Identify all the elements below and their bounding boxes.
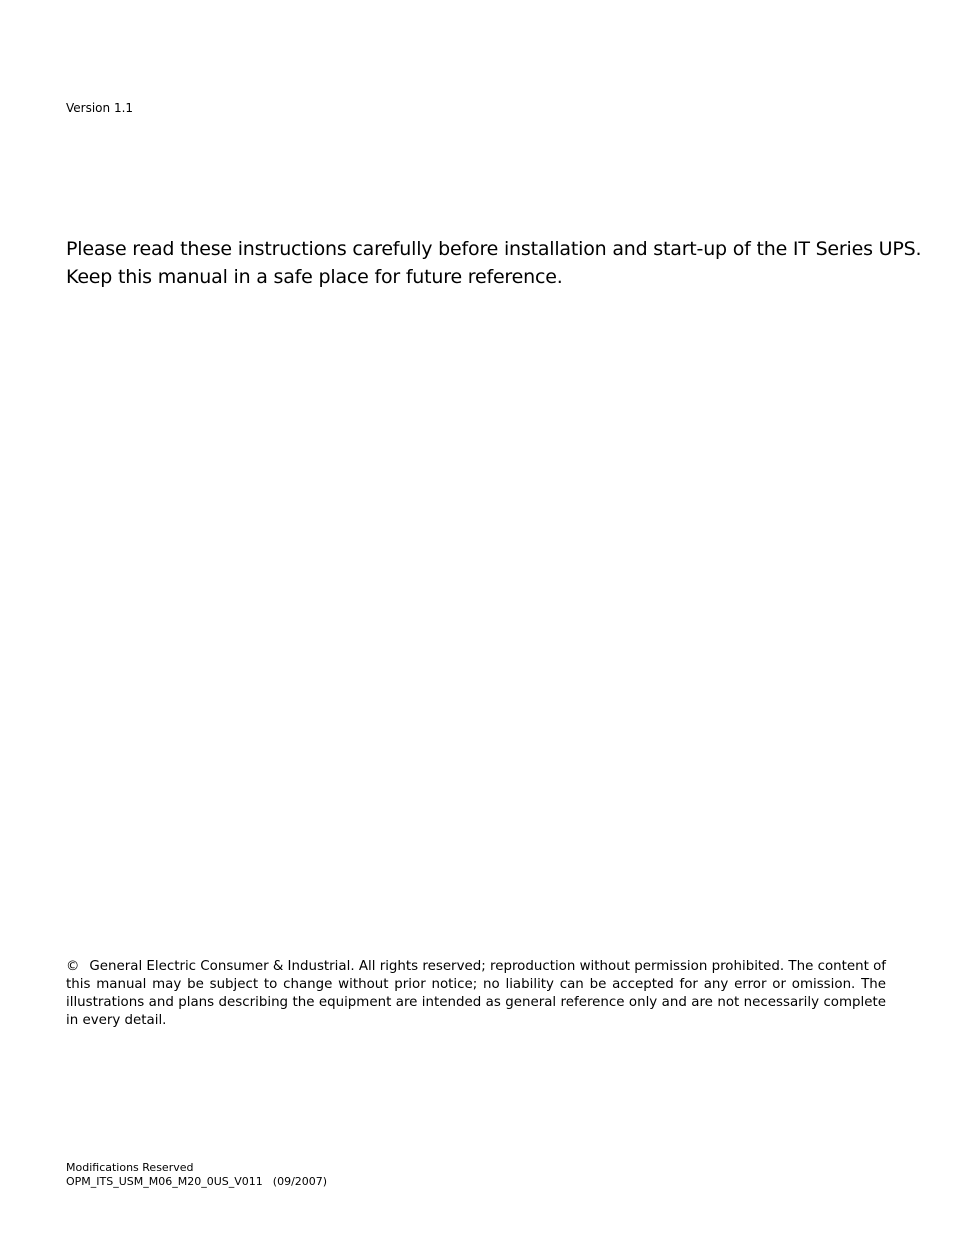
footer (66, 1161, 327, 1189)
copyright-symbol: © (66, 959, 80, 974)
document-code-line (66, 1175, 327, 1189)
copyright-notice (66, 958, 886, 1030)
modifications-reserved: Modifications Reserved (66, 1161, 194, 1174)
version-label: Version 1.1 (66, 101, 134, 115)
instructions-block (66, 235, 922, 291)
document-code: OPM_ITS_USM_M06_M20_0US_V011 (66, 1175, 263, 1188)
instructions-line-2: Keep this manual in a safe place for future reference. (66, 266, 563, 288)
copyright-text: General Electric Consumer & Industrial. All rights reserved; reproduction without permission prohibited. The content of this manual may be subject to change without prior notice; no liability can be accepted for any error or omission. The illustrations and plans describing the equipment are intended as general reference only and are not necessarily complete in every detail. (66, 959, 887, 1028)
instructions-line-1: Please read these instructions carefully before installation and start-up of the IT Series UPS. (66, 238, 922, 260)
document-date: (09/2007) (272, 1175, 328, 1188)
